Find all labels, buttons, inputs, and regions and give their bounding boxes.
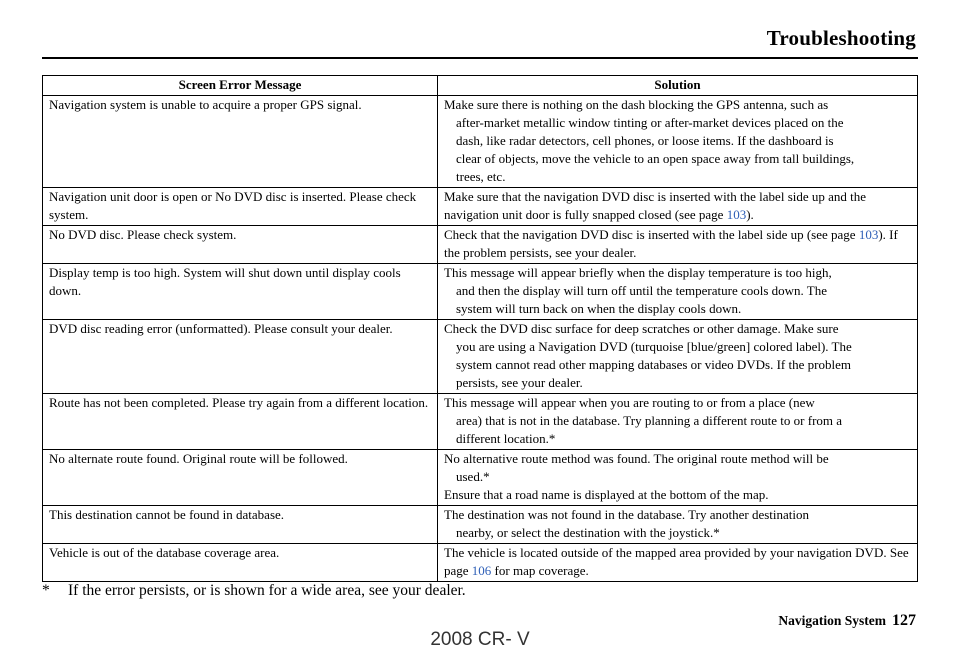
solution-cell xyxy=(438,226,918,264)
solution-line: Make sure there is nothing on the dash blocking the GPS antenna, such as xyxy=(444,97,829,112)
table-row xyxy=(43,506,918,544)
solution-cell xyxy=(438,264,918,320)
solution-line: nearby, or select the destination with the joystick.* xyxy=(456,525,720,540)
solution-text: The vehicle is located outside of the mapped area provided by your navigation DVD. See page xyxy=(444,545,909,578)
table-row xyxy=(43,226,918,264)
watermark-text: 2008 CR- V xyxy=(430,629,530,650)
solution-line: trees, etc. xyxy=(456,169,506,184)
solution-line: and then the display will turn off until the temperature cools down. The xyxy=(456,283,828,298)
solution-cell xyxy=(438,188,918,226)
page-title: Troubleshooting xyxy=(766,26,916,50)
solution-line: This message will appear briefly when the display temperature is too high, xyxy=(444,265,832,280)
solution-line: No alternative route method was found. The original route method will be xyxy=(444,451,829,466)
page-footer xyxy=(778,612,916,630)
page-number: 127 xyxy=(892,612,916,629)
footnote-text: If the error persists, or is shown for a wide area, see your dealer. xyxy=(68,582,466,599)
table-row xyxy=(43,320,918,394)
solution-text: Check that the navigation DVD disc is inserted with the label side up (see page xyxy=(444,227,859,242)
solution-text: for map coverage. xyxy=(491,563,589,578)
table-row xyxy=(43,264,918,320)
solution-cell xyxy=(438,450,918,506)
header-solution: Solution xyxy=(438,76,918,96)
solution-line: system cannot read other mapping databases or video DVDs. If the problem xyxy=(456,357,851,372)
error-message-cell: No DVD disc. Please check system. xyxy=(43,226,438,264)
solution-line: Ensure that a road name is displayed at the bottom of the map. xyxy=(444,487,769,502)
error-message-cell: No alternate route found. Original route will be followed. xyxy=(43,450,438,506)
table-header-row xyxy=(43,76,918,96)
solution-text: ). If the problem persists, see your dealer. xyxy=(444,227,898,260)
solution-text: ). xyxy=(746,207,754,222)
table-row xyxy=(43,450,918,506)
table-row xyxy=(43,96,918,188)
error-message-cell: Display temp is too high. System will shut down until display cools down. xyxy=(43,264,438,320)
solution-line: The destination was not found in the database. Try another destination xyxy=(444,507,810,522)
footnote-mark: * xyxy=(42,582,50,599)
table-row xyxy=(43,394,918,450)
footnote xyxy=(42,582,466,600)
solution-line: persists, see your dealer. xyxy=(456,375,583,390)
solution-line: clear of objects, move the vehicle to an open space away from tall buildings, xyxy=(456,151,855,166)
solution-cell xyxy=(438,320,918,394)
error-message-cell: This destination cannot be found in database. xyxy=(43,506,438,544)
solution-line: used.* xyxy=(456,469,490,484)
error-message-cell: DVD disc reading error (unformatted). Please consult your dealer. xyxy=(43,320,438,394)
page-link-103[interactable]: 103 xyxy=(726,207,747,222)
solution-line: different location.* xyxy=(456,431,556,446)
error-message-cell: Vehicle is out of the database coverage area. xyxy=(43,544,438,582)
solution-line: This message will appear when you are routing to or from a place (new xyxy=(444,395,815,410)
solution-cell xyxy=(438,96,918,188)
table-row xyxy=(43,544,918,582)
page-link-106[interactable]: 106 xyxy=(471,563,492,578)
header-rule xyxy=(42,57,918,59)
solution-line: system will turn back on when the display cools down. xyxy=(456,301,742,316)
solution-text: Make sure that the navigation DVD disc is inserted with the label side up and the navigation unit door is fully snapped closed (see page xyxy=(444,189,867,222)
solution-line: you are using a Navigation DVD (turquoise [blue/green] colored label). The xyxy=(456,339,852,354)
solution-line: dash, like radar detectors, cell phones, or loose items. If the dashboard is xyxy=(456,133,834,148)
solution-cell xyxy=(438,544,918,582)
footer-label: Navigation System xyxy=(778,613,886,628)
error-message-cell: Navigation unit door is open or No DVD disc is inserted. Please check system. xyxy=(43,188,438,226)
error-message-cell: Navigation system is unable to acquire a proper GPS signal. xyxy=(43,96,438,188)
solution-line: Check the DVD disc surface for deep scratches or other damage. Make sure xyxy=(444,321,839,336)
solution-line: after-market metallic window tinting or after-market devices placed on the xyxy=(456,115,844,130)
solution-line: area) that is not in the database. Try planning a different route to or from a xyxy=(456,413,843,428)
solution-cell xyxy=(438,506,918,544)
page-link-103[interactable]: 103 xyxy=(858,227,879,242)
solution-cell xyxy=(438,394,918,450)
error-message-table xyxy=(42,75,918,582)
header-screen-error-message: Screen Error Message xyxy=(43,76,438,96)
error-message-cell: Route has not been completed. Please try again from a different location. xyxy=(43,394,438,450)
table-row xyxy=(43,188,918,226)
